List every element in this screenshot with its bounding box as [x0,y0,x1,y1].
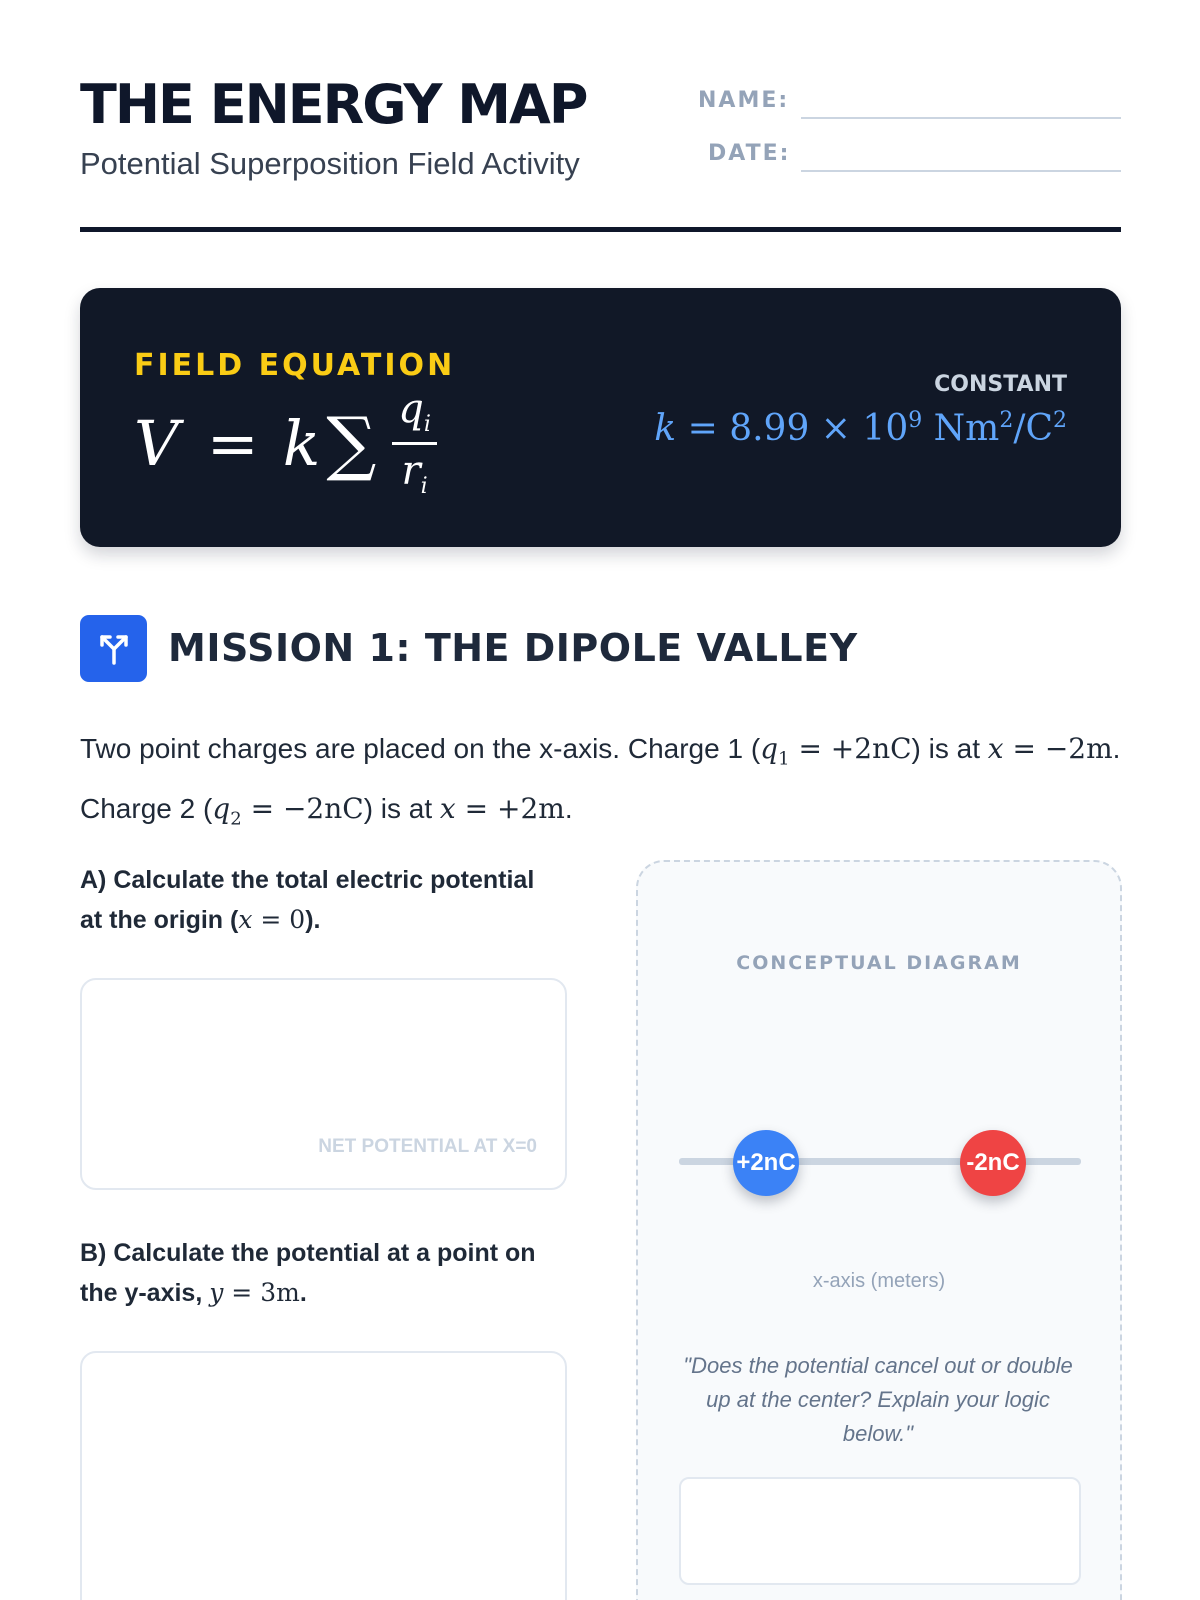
page-subtitle: Potential Superposition Field Activity [80,146,580,181]
mission-title: MISSION 1: THE DIPOLE VALLEY [168,626,858,670]
date-field[interactable] [801,170,1121,172]
intro-text: ) is at [911,733,988,764]
equation-lhs: V [134,406,179,480]
constant-label: CONSTANT [934,372,1067,397]
summation-symbol: ∑ [326,402,377,484]
conceptual-diagram-panel [636,860,1122,1600]
explanation-input[interactable] [679,1477,1081,1585]
constant-unit-tail-exponent: 2 [1053,408,1067,433]
q1-subscript: 1 [778,748,790,770]
equation-equals: = [206,406,259,480]
constant-equation [654,408,1067,449]
fraction-denominator: r [401,447,421,494]
q1-symbol: q [760,732,779,765]
question-b-text: B) Calculate the potential at a point on the y-axis, [80,1239,536,1307]
equation-label: FIELD EQUATION [134,348,456,383]
question-b-math-value: = 3m [223,1278,300,1307]
potential-equation [134,385,437,499]
constant-unit-exponent: 2 [999,408,1014,433]
intro-text: Two point charges are placed on the x-axis. Charge 1 ( [80,733,761,764]
intro-text: . [564,792,573,824]
merge-arrows-icon [80,615,147,682]
mission-intro [80,724,1140,843]
constant-unit: Nm [922,408,1000,449]
x2-value: = +2m [455,791,565,825]
name-field[interactable] [801,117,1121,119]
x1-expression [988,732,1113,765]
diagram-prompt: "Does the potential cancel out or double up at the center? Explain your logic below." [683,1353,1073,1446]
intro-text: ) is at [363,792,440,824]
page-title: THE ENERGY MAP [80,73,587,136]
denominator-index: i [420,473,428,499]
negative-charge: -2nC [960,1130,1026,1196]
intro-text: . Charge 2 ( [80,733,1121,824]
question-a-answer-box[interactable] [80,978,567,1190]
constant-exponent: 9 [908,408,923,433]
date-label: DATE: [708,141,791,166]
q1-expression [760,732,912,770]
q2-value: = −2nC [241,791,364,825]
x1-symbol: x [987,732,1004,765]
question-a-text: A) Calculate the total electric potential at the origin ( [80,866,535,934]
constant-symbol: k [654,408,677,449]
x1-value: = −2m [1003,732,1113,765]
field-equation-card [80,288,1121,547]
question-b [80,1233,560,1313]
equation-k: k [282,406,321,480]
positive-charge: +2nC [733,1130,799,1196]
question-a-math-value: = 0 [252,905,306,934]
constant-unit-tail: /C [1013,408,1053,449]
numerator-index: i [423,411,431,437]
question-a-math [238,905,305,934]
question-a-math-symbol: x [238,905,253,934]
question-b-answer-box[interactable] [80,1351,567,1600]
q2-subscript: 2 [230,808,242,830]
name-label: NAME: [698,88,790,113]
q2-symbol: q [212,791,231,825]
fraction-numerator: q [398,385,424,432]
question-b-tail: . [299,1279,307,1307]
question-b-math [209,1278,300,1307]
q2-expression [212,791,364,830]
question-a-tail: ). [305,906,321,934]
constant-equals: = [687,408,718,449]
answer-hint: NET POTENTIAL AT X=0 [318,1136,537,1157]
q1-value: = +2nC [789,732,912,765]
question-a [80,860,560,940]
axis-label: x-axis (meters) [812,1270,946,1292]
equation-fraction [392,385,437,499]
header-divider [80,227,1121,232]
diagram-title: CONCEPTUAL DIAGRAM [736,952,1022,974]
x2-expression [440,792,565,825]
x2-symbol: x [439,791,456,825]
question-b-math-symbol: y [209,1278,224,1307]
constant-value: 8.99 × 10 [729,408,909,449]
